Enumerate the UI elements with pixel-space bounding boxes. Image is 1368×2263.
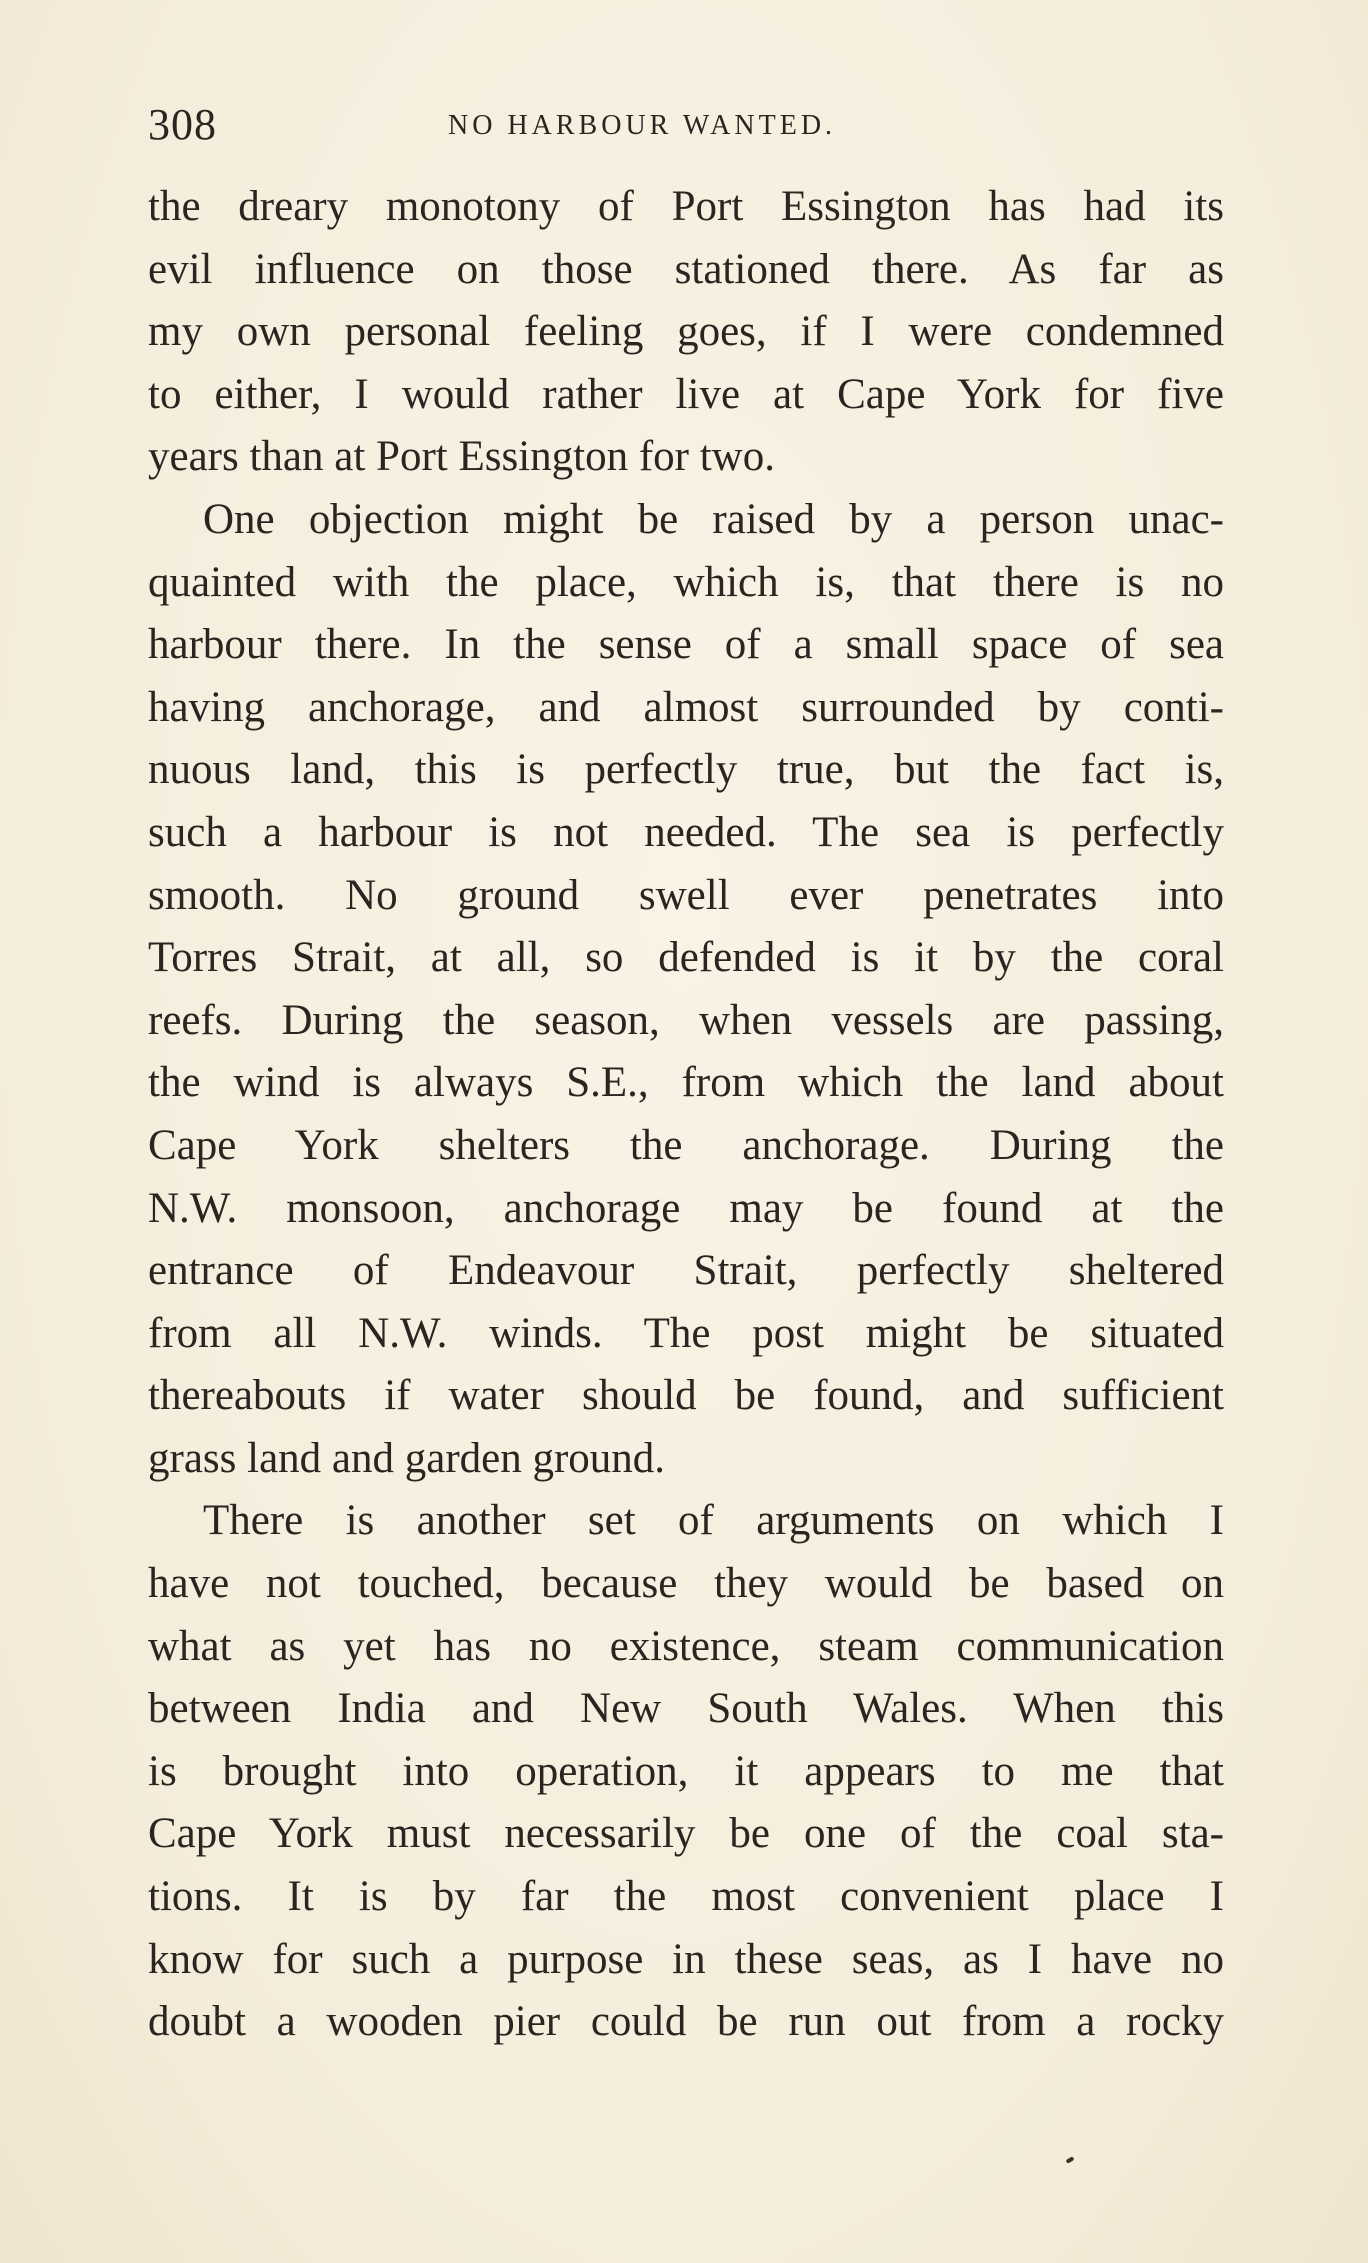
text-line: from all N.W. winds. The post might be situated — [148, 1309, 1224, 1357]
text-line: know for such a purpose in these seas, as I have no — [148, 1935, 1224, 1983]
text-line: grass land and garden ground. — [148, 1434, 666, 1482]
text-line: entrance of Endeavour Strait, perfectly sheltered — [148, 1247, 1224, 1295]
text-line: the wind is always S.E., from which the land about — [148, 1059, 1224, 1107]
ink-speck — [1066, 2156, 1075, 2163]
text-line: is brought into operation, it appears to me that — [148, 1747, 1224, 1795]
text-line: There is another set of arguments on which I — [203, 1497, 1224, 1545]
text-line: nuous land, this is perfectly true, but the fact is, — [148, 746, 1224, 794]
text-line: smooth. No ground swell ever penetrates into — [148, 871, 1224, 919]
page-header — [148, 95, 1238, 155]
text-line: to either, I would rather live at Cape York for five — [148, 370, 1224, 418]
text-line: tions. It is by far the most convenient place I — [148, 1873, 1224, 1921]
text-line: what as yet has no existence, steam communication — [148, 1622, 1224, 1670]
text-line: evil influence on those stationed there. As far as — [148, 245, 1224, 293]
text-line: Cape York must necessarily be one of the coal sta- — [148, 1810, 1224, 1858]
running-head: NO HARBOUR WANTED. — [448, 110, 837, 141]
text-line: reefs. During the season, when vessels are passing, — [148, 996, 1224, 1044]
text-line: harbour there. In the sense of a small space of sea — [148, 621, 1224, 669]
text-line: the dreary monotony of Port Essington has had its — [148, 183, 1224, 230]
text-line: such a harbour is not needed. The sea is perfectly — [148, 808, 1224, 856]
text-line: having anchorage, and almost surrounded by conti- — [148, 683, 1224, 731]
text-line: Torres Strait, at all, so defended is it by the coral — [148, 934, 1224, 982]
text-line: years than at Port Essington for two. — [148, 433, 775, 481]
text-line: quainted with the place, which is, that there is no — [148, 558, 1224, 606]
text-line: between India and New South Wales. When this — [148, 1685, 1224, 1733]
text-line: my own personal feeling goes, if I were condemned — [148, 308, 1224, 356]
text-line: One objection might be raised by a person unac- — [203, 495, 1224, 543]
page-number: 308 — [148, 100, 217, 149]
text-line: Cape York shelters the anchorage. During the — [148, 1121, 1224, 1169]
text-line: N.W. monsoon, anchorage may be found at the — [148, 1184, 1224, 1232]
body-text — [148, 176, 1224, 2054]
text-line: have not touched, because they would be based on — [148, 1560, 1224, 1608]
text-line: thereabouts if water should be found, and sufficient — [148, 1372, 1224, 1420]
text-line: doubt a wooden pier could be run out from a rocky — [148, 1998, 1224, 2046]
